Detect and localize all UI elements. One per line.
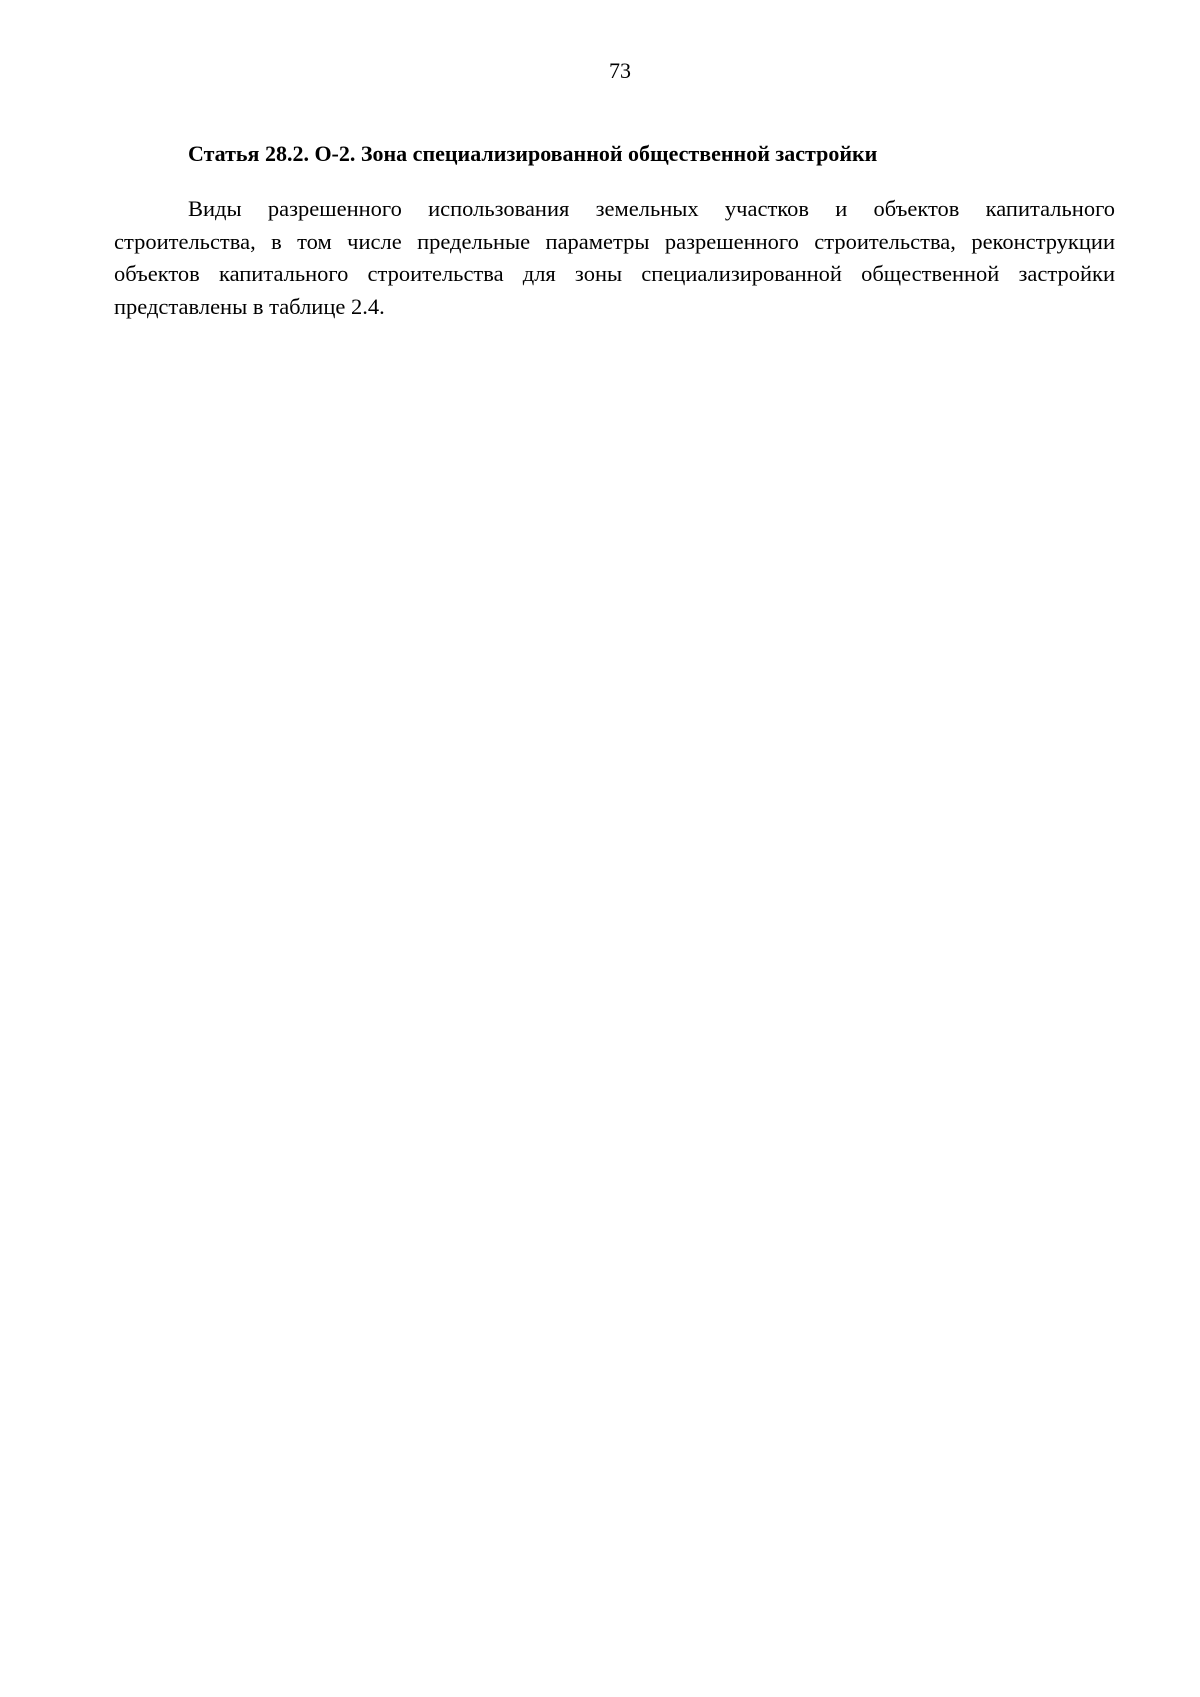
article-heading: Статья 28.2. О-2. Зона специализированной общественной застройки (188, 141, 878, 166)
body-paragraph: Виды разрешенного использования земельных участков и объектов капитального строительства, в том числе предельные параметры разрешенного строительства, реконструкции объектов капитального строительства для зоны специализированной общественной застройки представлены в таблице 2.4. (114, 196, 1115, 319)
page-number: 73 (609, 58, 631, 83)
